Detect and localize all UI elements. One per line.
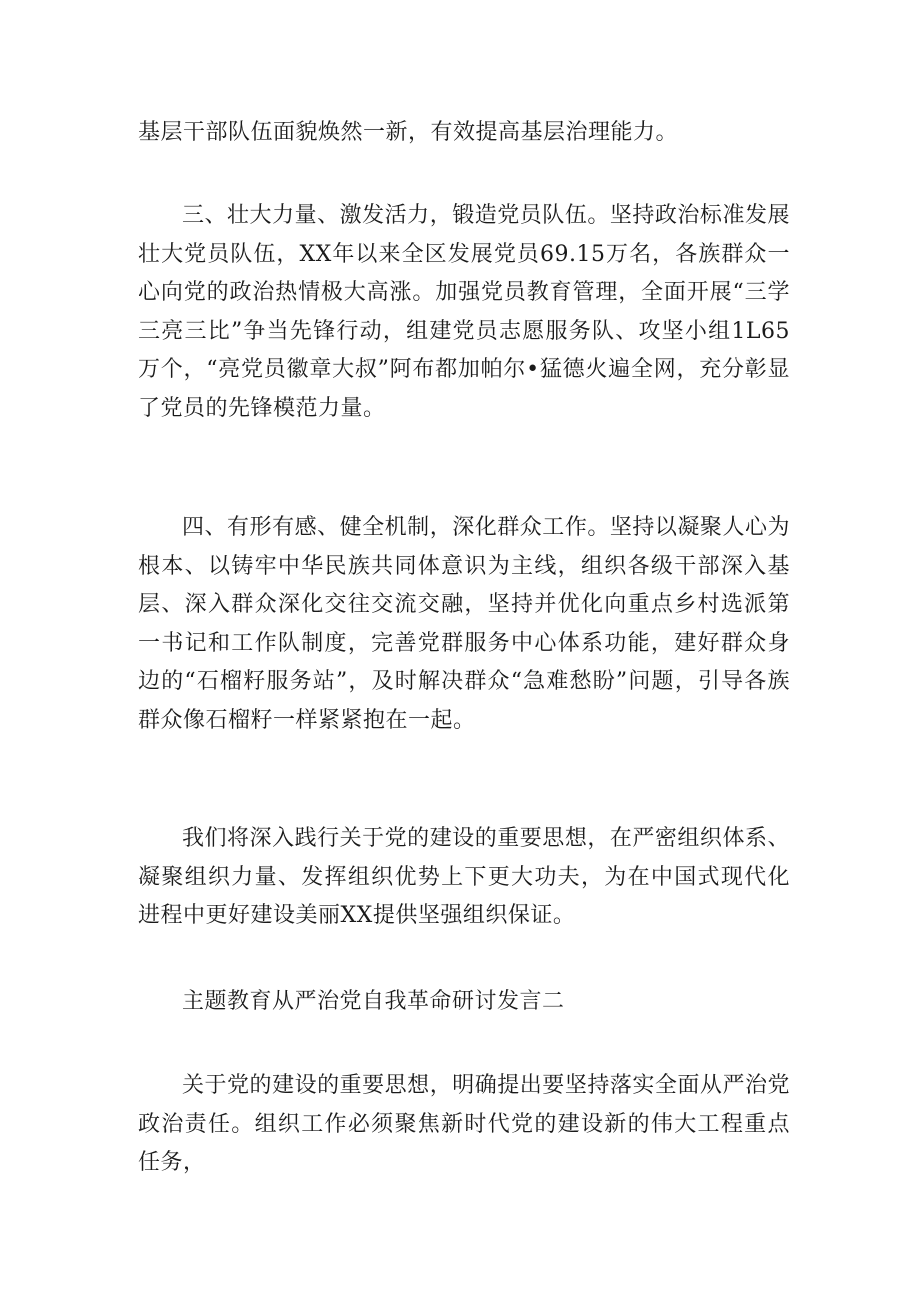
section-title: 主题教育从严治党自我革命研讨发言二: [182, 989, 565, 1014]
paragraph-party-members: 三、壮大力量、激发活力，锻造党员队伍。坚持政治标准发展壮大党员队伍，XX年以来全区发展党员69.15万名，各族群众一心向党的政治热情极大高涨。加强党员教育管理，全面开展“三学三亮三比”争当先锋行动，组建党员志愿服务队、攻坚小组1L65万个，“亮党员徽章大叔”阿布都加帕尔•猛德火遍全网，充分彰显了党员的先锋模范力量。: [138, 203, 790, 421]
paragraph-conclusion: 我们将深入践行关于党的建设的重要思想，在严密组织体系、凝聚组织力量、发挥组织优势上下更大功夫，为在中国式现代化进程中更好建设美丽XX提供坚强组织保证。: [138, 826, 790, 928]
paragraph-speech-two-opening: 关于党的建设的重要思想，明确提出要坚持落实全面从严治党政治责任。组织工作必须聚焦新时代党的建设新的伟大工程重点任务，: [138, 1073, 790, 1175]
paragraph-mass-work: 四、有形有感、健全机制，深化群众工作。坚持以凝聚人心为根本、以铸牢中华民族共同体意识为主线，组织各级干部深入基层、深入群众深化交往交流交融，坚持并优化向重点乡村选派第一书记和工作队制度，完善党群服务中心体系功能，建好群众身边的“石榴籽服务站”，及时解决群众“急难愁盼”问题，引导各族群众像石榴籽一样紧紧抱在一起。: [138, 515, 790, 733]
paragraph-continuation: 基层干部队伍面貌焕然一新，有效提高基层治理能力。: [138, 120, 679, 145]
